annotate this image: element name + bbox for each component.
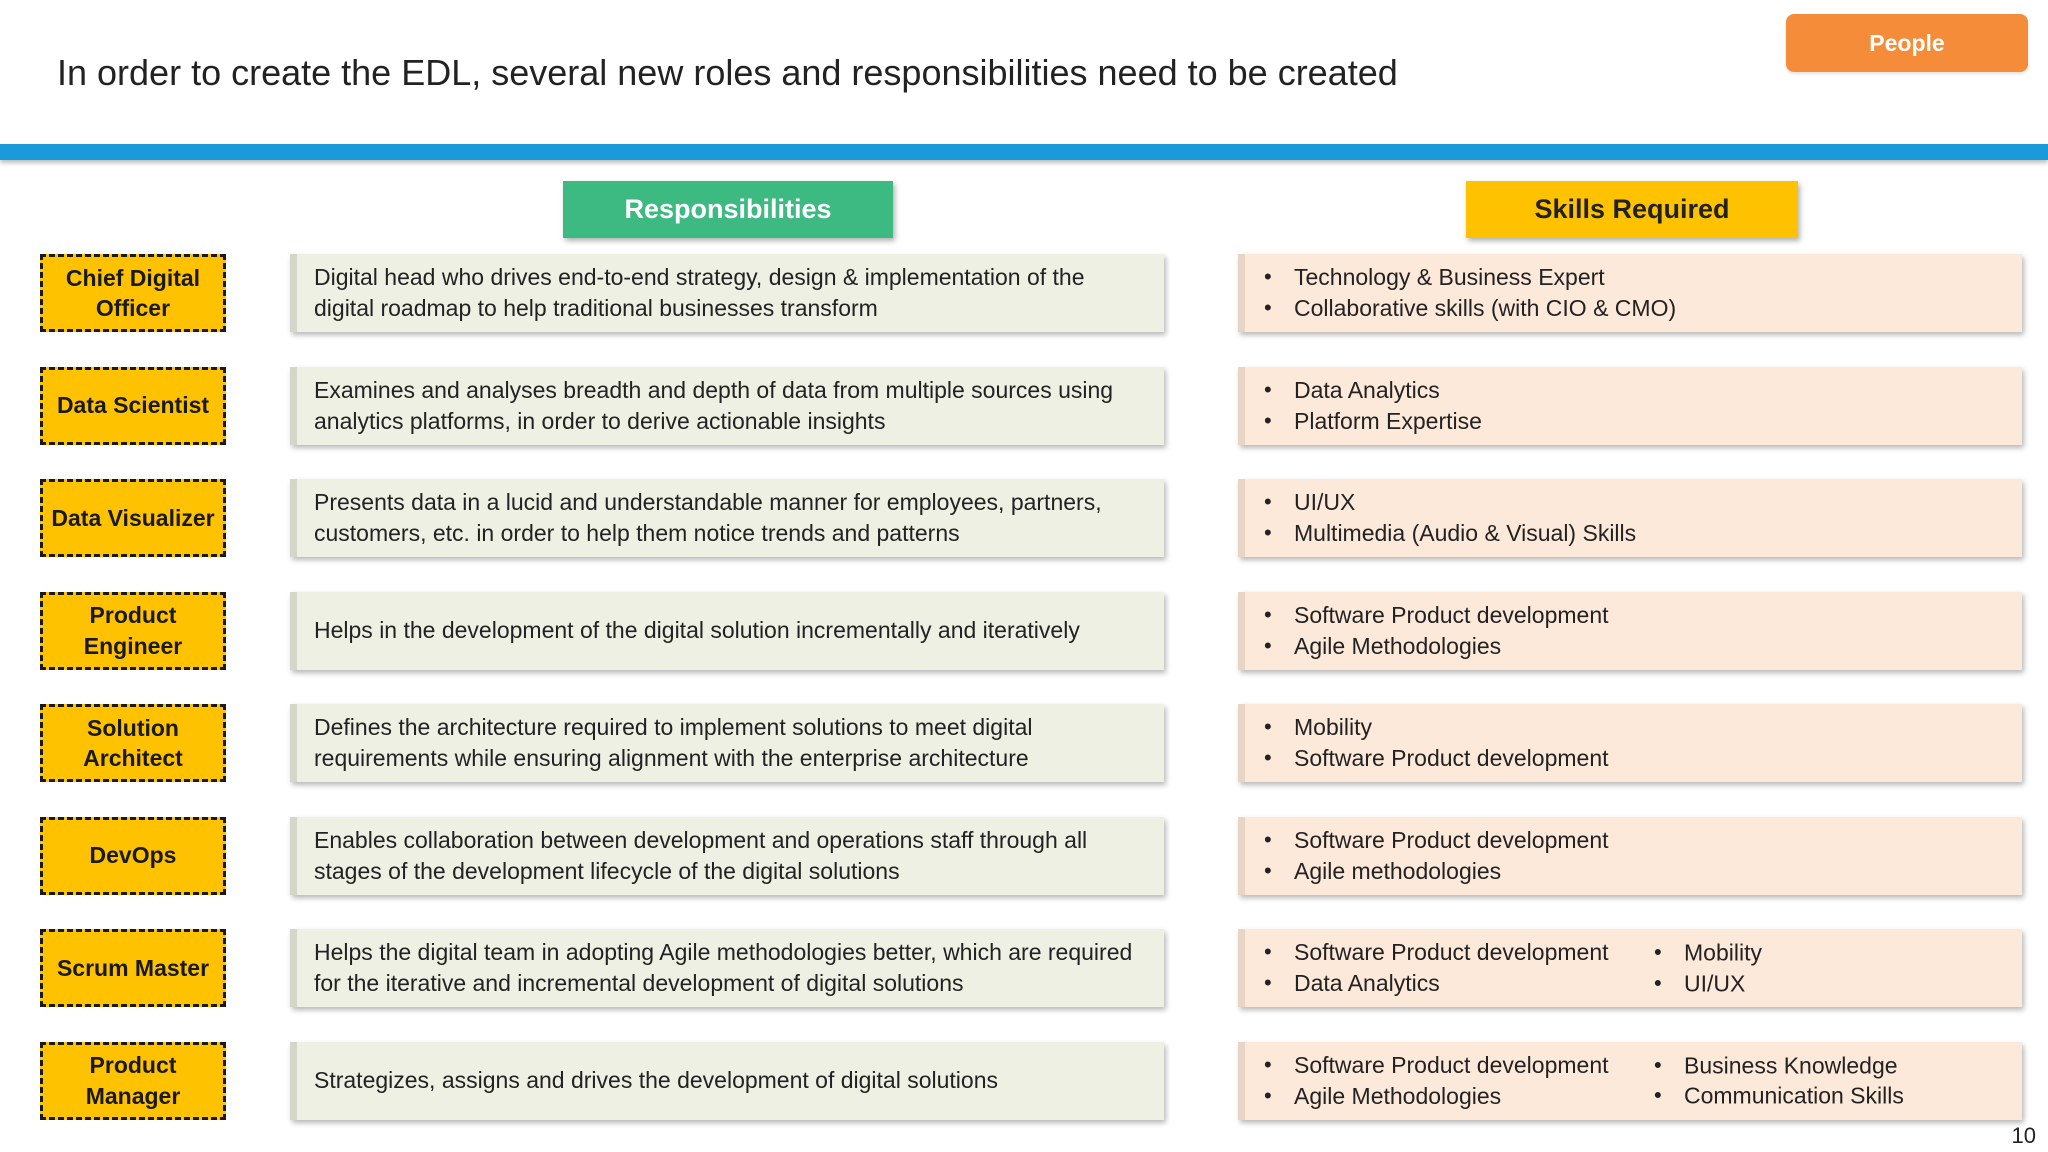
- role-title: DevOps: [40, 817, 226, 895]
- skills-list: [1264, 487, 1636, 548]
- skills-list: [1264, 937, 1609, 998]
- role-title: Data Visualizer: [40, 479, 226, 557]
- responsibility-text: Strategizes, assigns and drives the development of digital solutions: [290, 1042, 1164, 1120]
- skill-item: • Collaborative skills (with CIO & CMO): [1264, 293, 1676, 324]
- skill-item: • Agile Methodologies: [1264, 631, 1609, 662]
- page-title: In order to create the EDL, several new roles and responsibilities need to be created: [57, 52, 1398, 93]
- skills-box: [1238, 479, 2022, 557]
- skills-header: Skills Required: [1466, 181, 1798, 238]
- skills-list: [1264, 1050, 1609, 1111]
- skill-item: • UI/UX: [1654, 968, 1762, 999]
- role-row: [0, 1040, 2048, 1120]
- role-row: [0, 815, 2048, 895]
- role-title: Data Scientist: [40, 367, 226, 445]
- skills-box: [1238, 1042, 2022, 1120]
- section-tag: People: [1786, 14, 2028, 72]
- skills-box: [1238, 254, 2022, 332]
- skill-item: • Software Product development: [1264, 743, 1609, 774]
- role-title: Solution Architect: [40, 704, 226, 782]
- role-row: [0, 590, 2048, 670]
- skills-list-secondary: [1654, 1050, 1904, 1111]
- skill-item: • Software Product development: [1264, 937, 1609, 968]
- role-row: [0, 702, 2048, 782]
- skill-item: • Multimedia (Audio & Visual) Skills: [1264, 518, 1636, 549]
- skills-box: [1238, 367, 2022, 445]
- page-number: 10: [2011, 1123, 2036, 1148]
- skills-list: [1264, 600, 1609, 661]
- role-title: Product Manager: [40, 1042, 226, 1120]
- responsibilities-header: Responsibilities: [563, 181, 893, 238]
- skills-list: [1264, 712, 1609, 773]
- skills-box: [1238, 592, 2022, 670]
- skill-item: • Software Product development: [1264, 1050, 1609, 1081]
- header-divider: [0, 144, 2048, 160]
- skill-item: • Business Knowledge: [1654, 1050, 1904, 1081]
- skills-list: [1264, 262, 1676, 323]
- responsibility-text: Digital head who drives end-to-end strategy, design & implementation of the digital roadmap to help traditional businesses transform: [290, 254, 1164, 332]
- role-title: Product Engineer: [40, 592, 226, 670]
- role-row: [0, 252, 2048, 332]
- skill-item: • Platform Expertise: [1264, 406, 1482, 437]
- skills-box: [1238, 704, 2022, 782]
- responsibility-text: Examines and analyses breadth and depth of data from multiple sources using analytics platforms, in order to derive actionable insights: [290, 367, 1164, 445]
- skill-item: • Software Product development: [1264, 600, 1609, 631]
- skill-item: • UI/UX: [1264, 487, 1636, 518]
- skill-item: • Mobility: [1654, 937, 1762, 968]
- skill-item: • Data Analytics: [1264, 968, 1609, 999]
- skill-item: • Mobility: [1264, 712, 1609, 743]
- skill-item: • Communication Skills: [1654, 1081, 1904, 1112]
- role-row: [0, 365, 2048, 445]
- skill-item: • Agile Methodologies: [1264, 1081, 1609, 1112]
- role-title: Scrum Master: [40, 929, 226, 1007]
- responsibility-text: Helps in the development of the digital solution incrementally and iteratively: [290, 592, 1164, 670]
- skills-list: [1264, 375, 1482, 436]
- role-title: Chief Digital Officer: [40, 254, 226, 332]
- skill-item: • Technology & Business Expert: [1264, 262, 1676, 293]
- responsibility-text: Presents data in a lucid and understandable manner for employees, partners, customers, etc. in order to help them notice trends and patterns: [290, 479, 1164, 557]
- responsibility-text: Helps the digital team in adopting Agile methodologies better, which are required for the iterative and incremental development of digital solutions: [290, 929, 1164, 1007]
- role-row: [0, 477, 2048, 557]
- skill-item: • Agile methodologies: [1264, 856, 1609, 887]
- skills-list-secondary: [1654, 937, 1762, 998]
- skills-list: [1264, 825, 1609, 886]
- role-row: [0, 927, 2048, 1007]
- skill-item: • Data Analytics: [1264, 375, 1482, 406]
- responsibility-text: Defines the architecture required to implement solutions to meet digital requirements while ensuring alignment with the enterprise architecture: [290, 704, 1164, 782]
- skills-box: [1238, 817, 2022, 895]
- skill-item: • Software Product development: [1264, 825, 1609, 856]
- skills-box: [1238, 929, 2022, 1007]
- responsibility-text: Enables collaboration between development and operations staff through all stages of the development lifecycle of the digital solutions: [290, 817, 1164, 895]
